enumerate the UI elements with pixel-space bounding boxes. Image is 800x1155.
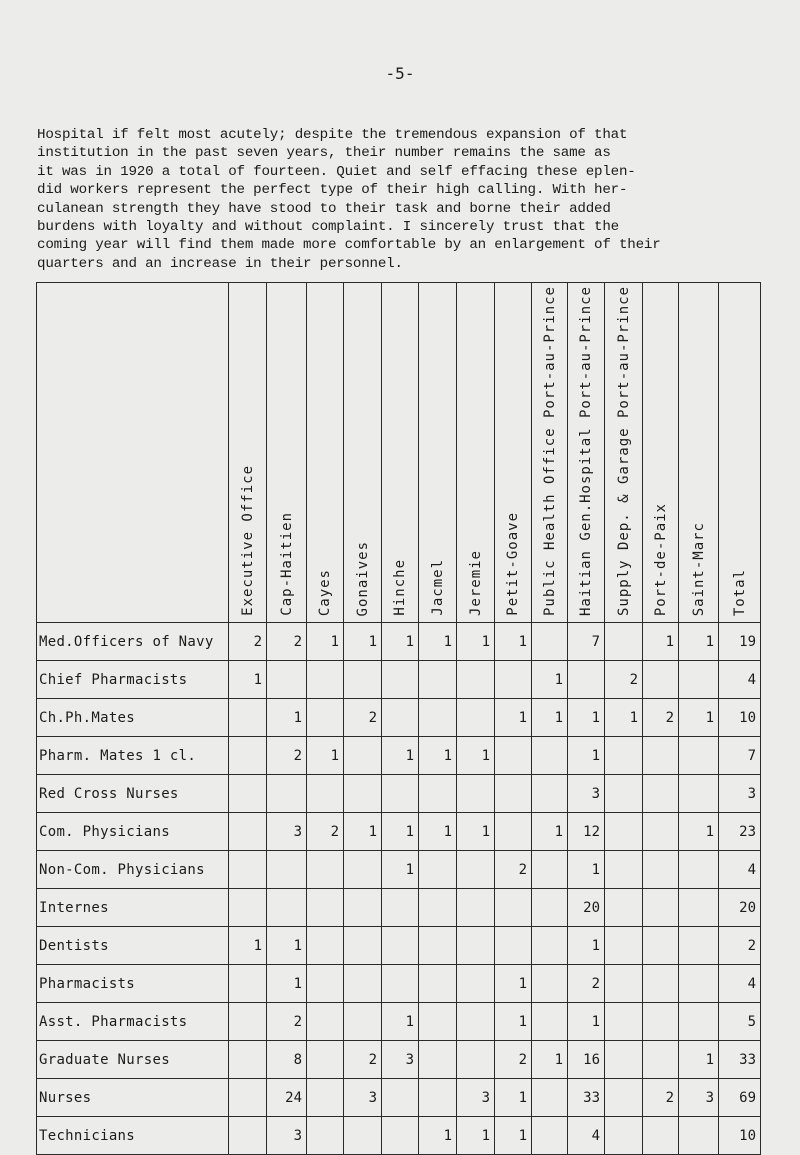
table-cell: [679, 1003, 719, 1041]
table-cell: 1: [532, 661, 568, 699]
table-cell: [643, 775, 679, 813]
column-header-label: Hinche: [392, 559, 408, 617]
table-cell: [307, 699, 344, 737]
column-header: [643, 283, 679, 623]
table-cell: [382, 927, 419, 965]
column-header-label: Haitian Gen.Hospital Port-au-Prince: [578, 286, 594, 617]
table-cell: [307, 1041, 344, 1079]
table-cell: [495, 737, 532, 775]
row-label: Pharm. Mates 1 cl.: [37, 737, 229, 775]
table-cell: [307, 661, 344, 699]
table-cell: [267, 889, 307, 927]
table-row: [37, 813, 761, 851]
row-label: Internes: [37, 889, 229, 927]
table-cell: 1: [457, 623, 495, 661]
row-label: Non-Com. Physicians: [37, 851, 229, 889]
table-cell: [419, 889, 457, 927]
table-row: [37, 851, 761, 889]
table-cell: [382, 889, 419, 927]
table-cell: 23: [719, 813, 761, 851]
table-cell: 1: [457, 1117, 495, 1155]
table-cell: 1: [679, 1041, 719, 1079]
table-cell: [605, 623, 643, 661]
table-cell: [307, 775, 344, 813]
table-cell: 33: [719, 1041, 761, 1079]
table-cell: [532, 775, 568, 813]
paragraph-line: culanean strength they have stood to their task and borne their added: [37, 200, 611, 217]
table-cell: 1: [495, 1117, 532, 1155]
table-cell: 2: [344, 699, 382, 737]
table-cell: [532, 1003, 568, 1041]
table-cell: 1: [532, 813, 568, 851]
table-cell: 3: [344, 1079, 382, 1117]
column-header-label: Port-de-Paix: [652, 502, 669, 617]
table-cell: 2: [495, 1041, 532, 1079]
table-cell: 2: [344, 1041, 382, 1079]
table-cell: [419, 661, 457, 699]
table-cell: 1: [495, 1003, 532, 1041]
table-cell: [605, 775, 643, 813]
table-cell: 1: [267, 699, 307, 737]
table-cell: 1: [229, 927, 267, 965]
table-row: [37, 775, 761, 813]
table-cell: 1: [568, 699, 605, 737]
table-cell: 1: [382, 737, 419, 775]
table-cell: [229, 775, 267, 813]
table-cell: 1: [643, 623, 679, 661]
table-cell: [457, 1041, 495, 1079]
table-cell: [532, 889, 568, 927]
table-cell: [229, 1003, 267, 1041]
table-cell: 1: [495, 623, 532, 661]
table-cell: 5: [719, 1003, 761, 1041]
paragraph-line: coming year will find them made more comfortable by an enlargement of their: [37, 237, 661, 254]
table-cell: 3: [568, 775, 605, 813]
table-cell: [457, 661, 495, 699]
table-cell: 2: [568, 965, 605, 1003]
table-cell: [307, 1003, 344, 1041]
paragraph-line: it was in 1920 a total of fourteen. Quiet and self effacing these eplen-: [37, 163, 636, 180]
paragraph-line: did workers represent the perfect type of their high calling. With her-: [37, 182, 628, 199]
column-header: [419, 283, 457, 623]
table-cell: 33: [568, 1079, 605, 1117]
table-cell: 20: [719, 889, 761, 927]
table-cell: [229, 1079, 267, 1117]
page-number: -5-: [385, 64, 415, 83]
table-cell: [532, 927, 568, 965]
table-cell: 2: [307, 813, 344, 851]
table-cell: 1: [679, 623, 719, 661]
table-cell: [344, 661, 382, 699]
column-header: [495, 283, 532, 623]
table-cell: [344, 851, 382, 889]
table-cell: [643, 889, 679, 927]
table-cell: [344, 1003, 382, 1041]
table-cell: [419, 699, 457, 737]
paragraph-line: burdens with loyalty and without complaint. I sincerely trust that the: [37, 219, 619, 236]
table-cell: [344, 775, 382, 813]
table-row: [37, 1003, 761, 1041]
table-cell: [307, 851, 344, 889]
table-cell: [229, 889, 267, 927]
table-cell: 1: [679, 813, 719, 851]
table-cell: 4: [719, 851, 761, 889]
table-cell: 1: [307, 623, 344, 661]
table-cell: [457, 1003, 495, 1041]
table-cell: [643, 661, 679, 699]
column-header: [605, 283, 643, 623]
table-row: [37, 1079, 761, 1117]
table-cell: 1: [532, 699, 568, 737]
table-cell: [382, 775, 419, 813]
table-cell: [229, 1041, 267, 1079]
paragraph-line: institution in the past seven years, their number remains the same as: [37, 145, 611, 162]
table-cell: [643, 927, 679, 965]
table-row: [37, 965, 761, 1003]
table-cell: [605, 813, 643, 851]
table-cell: 1: [229, 661, 267, 699]
table-cell: [605, 1041, 643, 1079]
table-cell: 16: [568, 1041, 605, 1079]
column-header-label: Public Health Office Port-au-Prince: [541, 286, 558, 617]
column-header: [719, 283, 761, 623]
table-cell: 24: [267, 1079, 307, 1117]
table-cell: 4: [568, 1117, 605, 1155]
column-header: [344, 283, 382, 623]
table-cell: [643, 1041, 679, 1079]
table-row: [37, 623, 761, 661]
column-header: [457, 283, 495, 623]
column-header-label: Petit-Goave: [505, 512, 521, 617]
column-header-label: Jacmel: [429, 559, 446, 617]
table-cell: [605, 1079, 643, 1117]
table-cell: [605, 851, 643, 889]
column-header-label: Total: [731, 568, 748, 617]
column-header: [568, 283, 605, 623]
table-cell: [643, 965, 679, 1003]
table-cell: [605, 927, 643, 965]
table-cell: [679, 775, 719, 813]
table-cell: 2: [719, 927, 761, 965]
row-label: Pharmacists: [37, 965, 229, 1003]
table-cell: 1: [568, 927, 605, 965]
table-cell: [679, 965, 719, 1003]
table-cell: [605, 965, 643, 1003]
table-cell: 1: [382, 851, 419, 889]
table-cell: [495, 927, 532, 965]
table-cell: [419, 1079, 457, 1117]
table-cell: 2: [643, 1079, 679, 1117]
table-cell: 2: [229, 623, 267, 661]
table-row: [37, 1041, 761, 1079]
table-cell: [267, 851, 307, 889]
table-cell: [679, 661, 719, 699]
table-cell: [679, 851, 719, 889]
paragraph-line: Hospital if felt most acutely; despite the tremendous expansion of that: [37, 127, 628, 143]
table-cell: [344, 965, 382, 1003]
table-cell: [419, 927, 457, 965]
table-cell: [307, 1079, 344, 1117]
table-cell: [344, 737, 382, 775]
table-cell: 4: [719, 661, 761, 699]
table-cell: 1: [679, 699, 719, 737]
table-cell: 1: [267, 965, 307, 1003]
table-cell: [643, 851, 679, 889]
table-cell: 1: [419, 813, 457, 851]
row-label: Asst. Pharmacists: [37, 1003, 229, 1041]
table-cell: [532, 737, 568, 775]
table-cell: 2: [605, 661, 643, 699]
table-cell: 19: [719, 623, 761, 661]
table-cell: [419, 775, 457, 813]
table-cell: 2: [643, 699, 679, 737]
table-row: [37, 661, 761, 699]
table-cell: 8: [267, 1041, 307, 1079]
table-cell: 1: [568, 1003, 605, 1041]
column-header: [229, 283, 267, 623]
table-cell: [382, 965, 419, 1003]
table-row: [37, 927, 761, 965]
table-cell: 1: [382, 1003, 419, 1041]
column-header: [382, 283, 419, 623]
row-label: Graduate Nurses: [37, 1041, 229, 1079]
column-header: [532, 283, 568, 623]
table-cell: [532, 851, 568, 889]
column-header-label: Saint-Marc: [690, 521, 707, 617]
table-cell: 3: [679, 1079, 719, 1117]
table-cell: [267, 661, 307, 699]
table-cell: 7: [568, 623, 605, 661]
table-cell: 1: [495, 965, 532, 1003]
table-cell: [495, 661, 532, 699]
table-cell: [457, 965, 495, 1003]
table-cell: [605, 1003, 643, 1041]
table-cell: 1: [344, 623, 382, 661]
table-cell: 3: [382, 1041, 419, 1079]
table-cell: [419, 851, 457, 889]
table-cell: 2: [267, 737, 307, 775]
table-cell: [229, 851, 267, 889]
row-label: Ch.Ph.Mates: [37, 699, 229, 737]
column-header-label: Gonaives: [354, 540, 371, 617]
table-cell: 7: [719, 737, 761, 775]
table-cell: 10: [719, 1117, 761, 1155]
table-cell: [605, 737, 643, 775]
table-cell: [229, 737, 267, 775]
table-cell: [679, 889, 719, 927]
table-cell: 3: [267, 813, 307, 851]
table-cell: [532, 965, 568, 1003]
table-cell: 20: [568, 889, 605, 927]
table-cell: 12: [568, 813, 605, 851]
table-cell: 1: [495, 699, 532, 737]
row-label: Dentists: [37, 927, 229, 965]
table-cell: 3: [457, 1079, 495, 1117]
row-label: Red Cross Nurses: [37, 775, 229, 813]
table-cell: 1: [419, 1117, 457, 1155]
table-cell: [382, 661, 419, 699]
table-cell: [679, 927, 719, 965]
table-cell: 1: [419, 737, 457, 775]
row-label: Technicians: [37, 1117, 229, 1155]
table-cell: [495, 889, 532, 927]
table-row: [37, 737, 761, 775]
column-header-label: Cap-Haitien: [278, 512, 295, 617]
table-cell: [643, 1003, 679, 1041]
table-cell: 1: [419, 623, 457, 661]
table-corner: [37, 283, 229, 623]
table-cell: 1: [495, 1079, 532, 1117]
column-header: [267, 283, 307, 623]
column-header-label: Executive Office: [239, 465, 256, 617]
table-cell: 1: [267, 927, 307, 965]
table-cell: [495, 813, 532, 851]
table-cell: [495, 775, 532, 813]
table-cell: [605, 889, 643, 927]
table-cell: 1: [382, 813, 419, 851]
column-header: [307, 283, 344, 623]
table-cell: 1: [307, 737, 344, 775]
table-row: [37, 889, 761, 927]
column-header-label: Supply Dep. & Garage Port-au-Prince: [615, 286, 632, 617]
column-header-label: Jeremie: [467, 550, 484, 617]
table-cell: [679, 737, 719, 775]
table-cell: [457, 927, 495, 965]
table-cell: 10: [719, 699, 761, 737]
table-cell: [307, 927, 344, 965]
column-header-label: Cayes: [317, 568, 333, 617]
table-cell: 3: [267, 1117, 307, 1155]
table-cell: [419, 965, 457, 1003]
table-cell: 1: [457, 813, 495, 851]
table-cell: [229, 965, 267, 1003]
table-cell: [457, 889, 495, 927]
row-label: Med.Officers of Navy: [37, 623, 229, 661]
table-cell: [532, 1079, 568, 1117]
row-label: Chief Pharmacists: [37, 661, 229, 699]
table-row: [37, 699, 761, 737]
row-label: Com. Physicians: [37, 813, 229, 851]
table-cell: 1: [532, 1041, 568, 1079]
table-cell: [419, 1041, 457, 1079]
table-cell: 2: [495, 851, 532, 889]
row-label: Nurses: [37, 1079, 229, 1117]
table-cell: [457, 851, 495, 889]
table-cell: 1: [605, 699, 643, 737]
table-cell: [229, 699, 267, 737]
table-cell: [267, 775, 307, 813]
column-header: [679, 283, 719, 623]
table-cell: [382, 699, 419, 737]
table-cell: [532, 623, 568, 661]
table-cell: [382, 1079, 419, 1117]
table-cell: 4: [719, 965, 761, 1003]
table-cell: 1: [568, 851, 605, 889]
table-cell: 69: [719, 1079, 761, 1117]
personnel-table: [36, 282, 761, 1155]
table-cell: 2: [267, 1003, 307, 1041]
table-cell: [419, 1003, 457, 1041]
table-cell: [457, 699, 495, 737]
table-cell: [457, 775, 495, 813]
table-cell: 3: [719, 775, 761, 813]
table-cell: [229, 813, 267, 851]
table-cell: [568, 661, 605, 699]
table-cell: 1: [382, 623, 419, 661]
table-cell: [643, 813, 679, 851]
intro-paragraph: [37, 126, 777, 273]
table-cell: [307, 889, 344, 927]
table-cell: 2: [267, 623, 307, 661]
table-cell: [307, 965, 344, 1003]
paragraph-line: quarters and an increase in their personnel.: [37, 255, 403, 272]
table-cell: [344, 889, 382, 927]
table-cell: [344, 927, 382, 965]
table-cell: 1: [457, 737, 495, 775]
table-cell: 1: [568, 737, 605, 775]
table-cell: 1: [344, 813, 382, 851]
table-cell: [643, 737, 679, 775]
